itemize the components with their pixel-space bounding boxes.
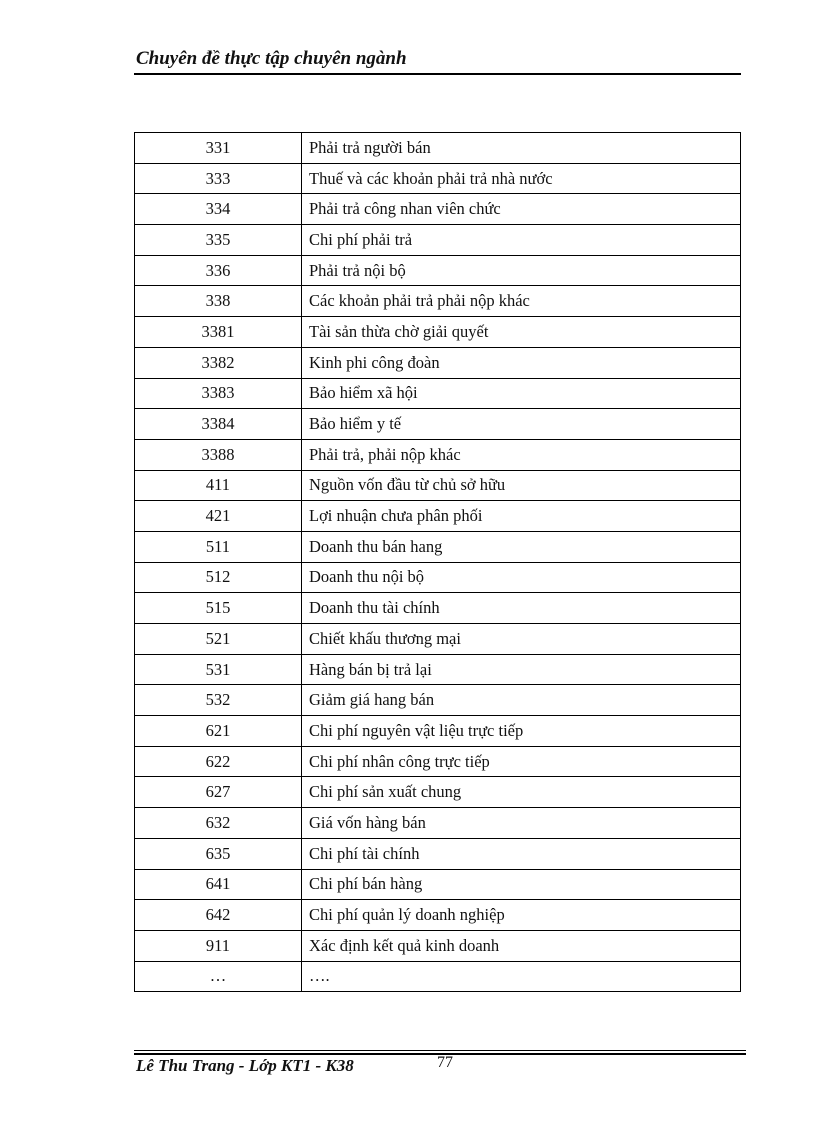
table-row xyxy=(135,347,741,378)
account-code-cell: 642 xyxy=(135,900,302,931)
account-name-cell: Chi phí nhân công trực tiếp xyxy=(302,746,741,777)
table-row xyxy=(135,133,741,164)
footer-author: Lê Thu Trang - Lớp KT1 - K38 xyxy=(136,1056,354,1075)
account-code-cell: 333 xyxy=(135,163,302,194)
account-name-cell: Chi phí phải trả xyxy=(302,225,741,256)
account-code-cell: 331 xyxy=(135,133,302,164)
table-row xyxy=(135,378,741,409)
table-row xyxy=(135,225,741,256)
table-row xyxy=(135,194,741,225)
account-name-cell: Các khoản phải trả phải nộp khác xyxy=(302,286,741,317)
account-name-cell: Giảm giá hang bán xyxy=(302,685,741,716)
table-row xyxy=(135,286,741,317)
account-code-cell: 512 xyxy=(135,562,302,593)
table-row xyxy=(135,777,741,808)
account-name-cell: Bảo hiểm y tế xyxy=(302,409,741,440)
table-row xyxy=(135,808,741,839)
account-code-cell: 531 xyxy=(135,654,302,685)
account-code-cell: 3388 xyxy=(135,439,302,470)
table-row xyxy=(135,961,741,992)
account-code-cell: 3384 xyxy=(135,409,302,440)
table-row xyxy=(135,562,741,593)
accounts-table-body xyxy=(135,133,741,992)
account-code-cell: 3381 xyxy=(135,317,302,348)
account-name-cell: …. xyxy=(302,961,741,992)
table-row xyxy=(135,900,741,931)
account-name-cell: Chi phí sản xuất chung xyxy=(302,777,741,808)
account-name-cell: Phải trả người bán xyxy=(302,133,741,164)
account-code-cell: 421 xyxy=(135,501,302,532)
account-name-cell: Xác định kết quả kinh doanh xyxy=(302,930,741,961)
page-header-title: Chuyên đề thực tập chuyên ngành xyxy=(136,48,407,69)
account-name-cell: Tài sản thừa chờ giải quyết xyxy=(302,317,741,348)
table-row xyxy=(135,746,741,777)
table-row xyxy=(135,869,741,900)
account-name-cell: Chi phí tài chính xyxy=(302,838,741,869)
account-name-cell: Thuế và các khoản phải trả nhà nước xyxy=(302,163,741,194)
table-row xyxy=(135,470,741,501)
table-row xyxy=(135,409,741,440)
table-row xyxy=(135,838,741,869)
account-code-cell: 3382 xyxy=(135,347,302,378)
account-code-cell: 335 xyxy=(135,225,302,256)
table-row xyxy=(135,255,741,286)
account-code-cell: 338 xyxy=(135,286,302,317)
table-row xyxy=(135,163,741,194)
account-code-cell: 911 xyxy=(135,930,302,961)
account-name-cell: Phải trả, phải nộp khác xyxy=(302,439,741,470)
table-row xyxy=(135,439,741,470)
account-code-cell: 627 xyxy=(135,777,302,808)
table-row xyxy=(135,716,741,747)
account-name-cell: Phải trả nội bộ xyxy=(302,255,741,286)
table-row xyxy=(135,593,741,624)
account-code-cell: 336 xyxy=(135,255,302,286)
account-name-cell: Doanh thu nội bộ xyxy=(302,562,741,593)
account-name-cell: Bảo hiểm xã hội xyxy=(302,378,741,409)
account-name-cell: Chi phí bán hàng xyxy=(302,869,741,900)
account-code-cell: 515 xyxy=(135,593,302,624)
table-row xyxy=(135,501,741,532)
table-row xyxy=(135,531,741,562)
accounts-table xyxy=(134,132,741,992)
account-code-cell: 521 xyxy=(135,624,302,655)
account-code-cell: 411 xyxy=(135,470,302,501)
table-row xyxy=(135,317,741,348)
account-name-cell: Doanh thu tài chính xyxy=(302,593,741,624)
account-name-cell: Chi phí nguyên vật liệu trực tiếp xyxy=(302,716,741,747)
account-name-cell: Hàng bán bị trả lại xyxy=(302,654,741,685)
account-name-cell: Kinh phi công đoàn xyxy=(302,347,741,378)
account-code-cell: 635 xyxy=(135,838,302,869)
account-name-cell: Giá vốn hàng bán xyxy=(302,808,741,839)
account-name-cell: Lợi nhuận chưa phân phối xyxy=(302,501,741,532)
account-name-cell: Doanh thu bán hang xyxy=(302,531,741,562)
table-row xyxy=(135,930,741,961)
account-code-cell: 622 xyxy=(135,746,302,777)
account-name-cell: Chi phí quản lý doanh nghiệp xyxy=(302,900,741,931)
account-name-cell: Nguồn vốn đầu từ chủ sở hữu xyxy=(302,470,741,501)
page-number: 77 xyxy=(437,1054,453,1071)
account-code-cell: … xyxy=(135,961,302,992)
table-row xyxy=(135,654,741,685)
account-name-cell: Chiết khấu thương mại xyxy=(302,624,741,655)
table-row xyxy=(135,685,741,716)
account-code-cell: 334 xyxy=(135,194,302,225)
account-code-cell: 532 xyxy=(135,685,302,716)
account-code-cell: 621 xyxy=(135,716,302,747)
account-code-cell: 3383 xyxy=(135,378,302,409)
account-code-cell: 641 xyxy=(135,869,302,900)
account-code-cell: 632 xyxy=(135,808,302,839)
table-row xyxy=(135,624,741,655)
account-name-cell: Phải trả công nhan viên chức xyxy=(302,194,741,225)
account-code-cell: 511 xyxy=(135,531,302,562)
footer-rule-top xyxy=(134,1050,746,1051)
header-rule xyxy=(134,73,741,75)
